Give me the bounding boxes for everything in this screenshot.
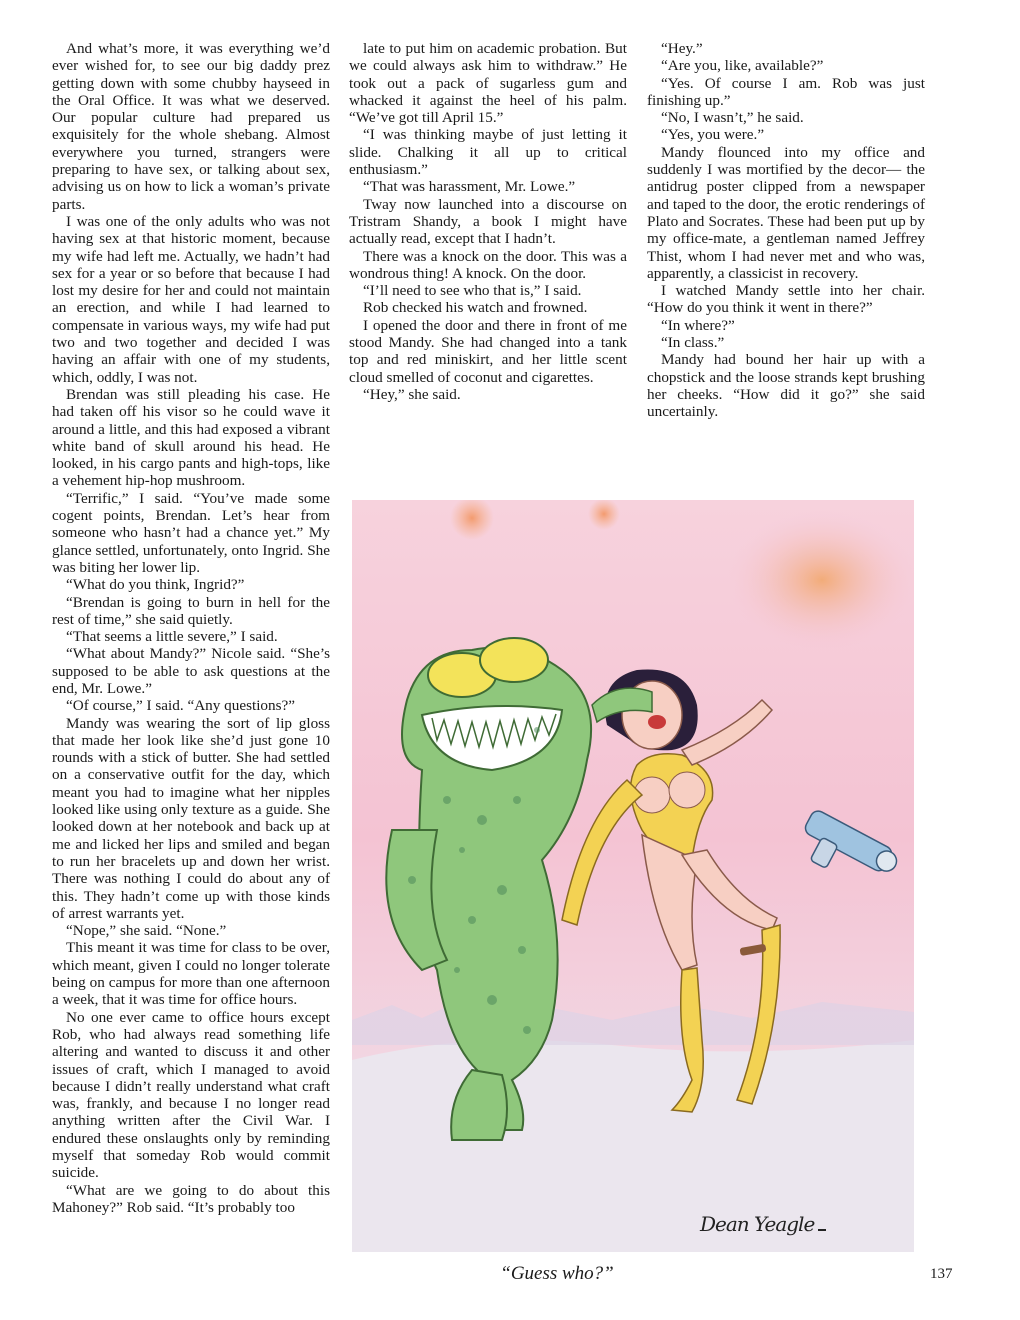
- paragraph: Tway now launched into a discourse on Tristram Shandy, a book I might have actually read, except that I hadn’t.: [349, 195, 627, 248]
- paragraph: late to put him on academic probation. But we could always ask him to withdraw.” He took out a pack of sugarless gum and whacked it against the heel of his palm. “We’ve got till April 15.”: [349, 40, 627, 127]
- paragraph: “No, I wasn’t,” he said.: [661, 109, 804, 127]
- paragraph: Mandy had bound her hair up with a chopstick and the loose strands kept brushing her cheeks. “How did it go?” she said uncertainly.: [647, 351, 925, 421]
- paragraph: There was a knock on the door. This was a wondrous thing! A knock. On the door.: [349, 247, 627, 282]
- paragraph: “I’ll need to see who that is,” I said.: [363, 282, 582, 300]
- paragraph: “Yes. Of course I am. Rob was just finishing up.”: [647, 74, 925, 109]
- paragraph: “Brendan is going to burn in hell for the rest of time,” she said quietly.: [52, 593, 330, 628]
- figure-caption: “Guess who?”: [500, 1263, 614, 1284]
- artist-signature: Dean Yeagle: [700, 1212, 826, 1236]
- paragraph: “What about Mandy?” Nicole said. “She’s supposed to be able to ask questions at the end, Mr. Lowe.”: [52, 645, 330, 697]
- paragraph: “What are we going to do about this Mahoney?” Rob said. “It’s probably too: [52, 1181, 330, 1216]
- text-column-3: [647, 40, 925, 421]
- paragraph: “Hey.”: [661, 40, 703, 57]
- paragraph: “I was thinking maybe of just letting it slide. Chalking it all up to critical enthusiasm.”: [349, 126, 627, 179]
- paragraph: Brendan was still pleading his case. He had taken off his visor so he could wave it around a little, and this had exposed a vibrant white band of skull around his head. He looked, in his cargo pants and high-tops, like a vehement hip-hop mushroom.: [52, 385, 330, 490]
- ground: [352, 1040, 914, 1252]
- paragraph: Mandy was wearing the sort of lip gloss that made her look like she’d just gone 10 rounds with a stick of butter. She had settled on a conservative outfit for the day, which meant you had to imagine what her nipples looked like using only texture as a guide. She looked down at her notebook and back up at me and licked her lips and smiled and began to run her bracelets up and down her wrist. There was nothing I could do about any of this. They hadn’t come up with those kinds of arrest warrants yet.: [52, 714, 330, 922]
- page-number: 137: [930, 1266, 953, 1282]
- paragraph: “Hey,” she said.: [363, 385, 461, 403]
- paragraph: “Yes, you were.”: [661, 126, 765, 144]
- cartoon-illustration: [352, 500, 914, 1252]
- paragraph: “In class.”: [661, 334, 725, 352]
- paragraph: No one ever came to office hours except Rob, who had always read something life altering and wanted to discuss it and other issues of craft, which I managed to avoid because I didn’t really understand what craft was, frankly, and because I no longer read anything written after the Civil War. I endured these onslaughts only by reminding myself that someday Rob would commit suicide.: [52, 1008, 330, 1182]
- text-column-2: [349, 40, 627, 403]
- paragraph: And what’s more, it was everything we’d ever wished for, to see our big daddy prez getting down with some chubby hayseed in the Oral Office. It was what we deserved. Our popular culture had prepared us exquisitely for the whole shebang. Almost everywhere you turned, strangers were preparing to have sex, or talking about sex, advising us on how to lick a woman’s private parts.: [52, 40, 330, 213]
- paragraph: “In where?”: [661, 316, 735, 334]
- paragraph: Rob checked his watch and frowned.: [363, 299, 588, 317]
- paragraph: “Of course,” I said. “Any questions?”: [66, 697, 295, 715]
- paragraph: This meant it was time for class to be over, which meant, given I could no longer tolerate being on campus for more than one afternoon a week, that it was time for office hours.: [52, 939, 330, 1009]
- orange-cloud: [727, 510, 914, 650]
- paragraph: “That was harassment, Mr. Lowe.”: [363, 178, 576, 196]
- paragraph: I opened the door and there in front of me stood Mandy. She had changed into a tank top and red miniskirt, and her little scent cloud smelled of coconut and cigarettes.: [349, 316, 627, 386]
- paragraph: “That seems a little severe,” I said.: [66, 628, 278, 646]
- paragraph: “Are you, like, available?”: [661, 57, 824, 75]
- paragraph: “Terrific,” I said. “You’ve made some cogent points, Brendan. Let’s hear from someone who hasn’t had a chance yet.” My glance settled, unfortunately, onto Ingrid. She was biting her lower lip.: [52, 489, 330, 576]
- text-column-1: [52, 40, 330, 1216]
- paragraph: Mandy flounced into my office and suddenly I was mortified by the decor— the antidrug poster clipped from a newspaper and taped to the door, the erotic renderings of Plato and Socrates. These had been put up by my office-mate, a gentleman named Jeffrey Thist, whom I had never met and who was, apparently, a classicist in recovery.: [647, 143, 925, 282]
- paragraph: I was one of the only adults who was not having sex at that historic moment, because my wife had left me. Actually, we hadn’t had sex for a year or so before that because I had lost my desire for her and could not maintain an erection, and while I had learned to compensate in various ways, my wife had put two and two together and decided I was having an affair with one of my students, which, oddly, I was not.: [52, 212, 330, 386]
- paragraph: “Nope,” she said. “None.”: [66, 922, 227, 940]
- paragraph: I watched Mandy settle into her chair. “How do you think it went in there?”: [647, 282, 925, 317]
- paragraph: “What do you think, Ingrid?”: [66, 576, 245, 594]
